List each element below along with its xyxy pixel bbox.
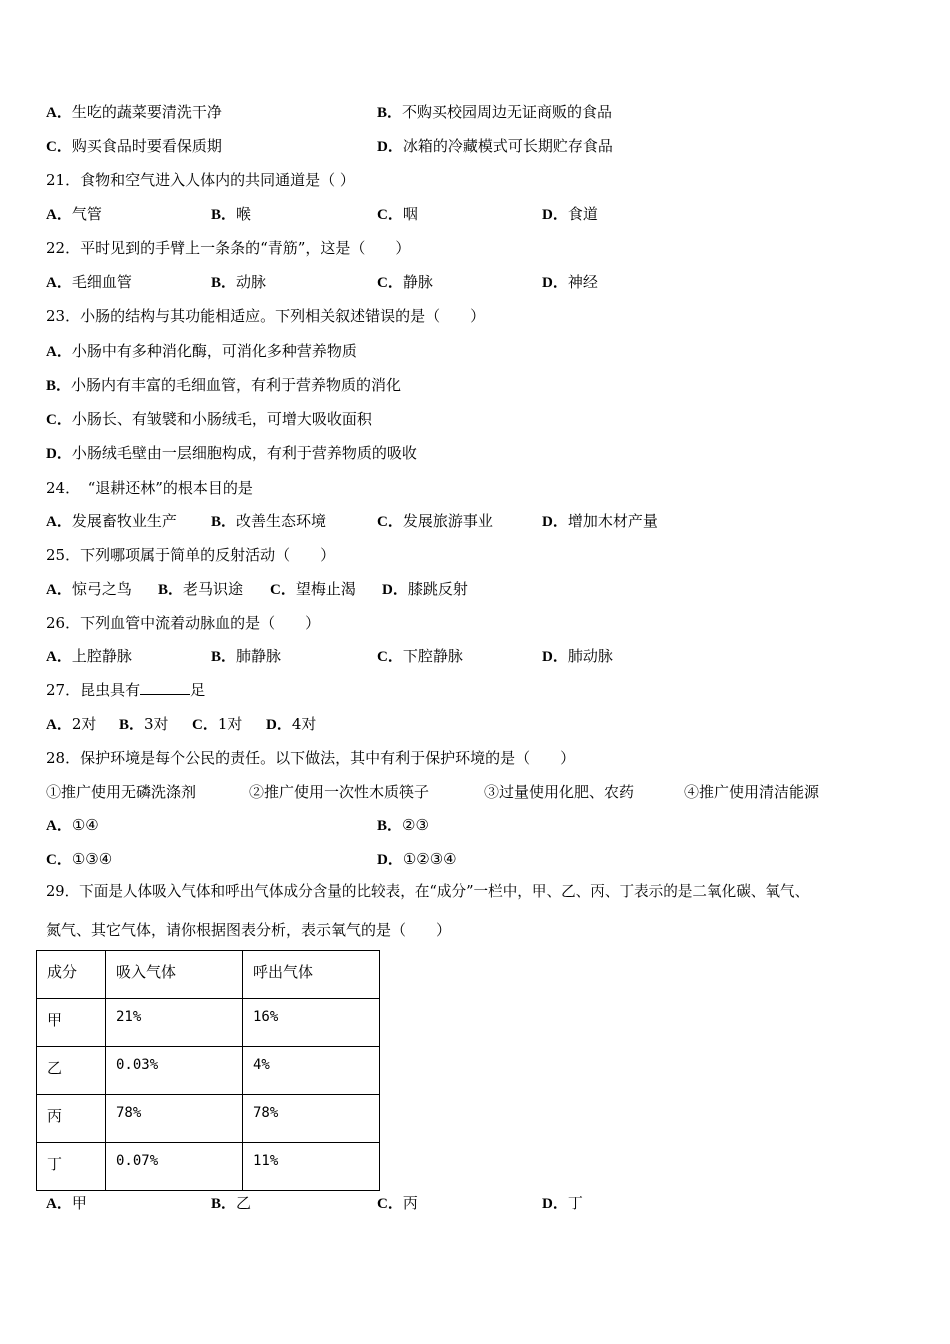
option-letter: C． — [377, 649, 403, 665]
stem-text: 足 — [190, 681, 206, 699]
option-letter: D． — [382, 582, 408, 598]
option-text: 增加木材产量 — [567, 512, 658, 530]
answer-blank — [140, 680, 190, 695]
option-text: 发展畜牧业生产 — [71, 512, 177, 530]
option-text: 发展旅游事业 — [402, 512, 493, 530]
table-cell: 78% — [106, 1095, 243, 1143]
q20-option-a — [46, 102, 222, 123]
q25-option-d — [382, 579, 468, 600]
option-text: 改善生态环境 — [236, 512, 327, 530]
option-text: 膝跳反射 — [407, 580, 468, 598]
option-text: 4对 — [291, 715, 317, 733]
q22-option-c — [377, 272, 433, 293]
q23-option-a — [46, 341, 357, 362]
option-text: 3对 — [144, 715, 169, 733]
table-cell: 0.07% — [106, 1143, 243, 1191]
q29-option-a — [46, 1193, 87, 1214]
option-text: 小肠内有丰富的毛细血管，有利于营养物质的消化 — [71, 376, 402, 394]
q25-option-b — [158, 579, 243, 600]
q22-stem: 22．平时见到的手臂上一条条的“青筋”，这是（ ） — [46, 239, 411, 257]
option-text: 食道 — [567, 205, 598, 223]
q24-option-c — [377, 511, 493, 532]
option-letter: C． — [377, 275, 403, 291]
option-letter: C． — [46, 852, 72, 868]
q29-option-b — [211, 1193, 251, 1214]
option-letter: A． — [46, 207, 72, 223]
option-text: ②③ — [402, 816, 429, 834]
q28-stem: 28．保护环境是每个公民的责任。以下做法，其中有利于保护环境的是（ ） — [46, 749, 576, 767]
option-text: 丙 — [402, 1194, 418, 1212]
q29-stem-line2: 氮气、其它气体，请你根据图表分析，表示氧气的是（ ） — [46, 921, 452, 939]
option-letter: B． — [158, 582, 184, 598]
q29-stem-line1: 29．下面是人体吸入气体和呼出气体成分含量的比较表，在“成分”一栏中，甲、乙、丙、丁表示的是二氧化碳、氧气、 — [46, 883, 810, 900]
q27-option-d — [266, 714, 316, 735]
q21-option-d — [542, 204, 598, 225]
option-text: 肺动脉 — [567, 647, 613, 665]
option-letter: A． — [46, 514, 72, 530]
q25-option-c — [270, 579, 356, 600]
option-letter: C． — [270, 582, 296, 598]
option-text: 1对 — [217, 715, 243, 733]
option-text: 下腔静脉 — [402, 647, 463, 665]
option-letter: A． — [46, 105, 72, 121]
option-text: 静脉 — [402, 273, 433, 291]
option-letter: D． — [542, 275, 568, 291]
table-row — [37, 1047, 380, 1095]
option-text: 小肠长、有皱襞和小肠绒毛，可增大吸收面积 — [71, 410, 372, 428]
q28-option-a — [46, 815, 99, 836]
table-cell: 16% — [243, 999, 380, 1047]
option-text: 毛细血管 — [71, 273, 132, 291]
option-letter: B． — [211, 1196, 237, 1212]
q24-stem: 24． “退耕还林”的根本目的是 — [46, 479, 253, 497]
table-cell: 丙 — [37, 1095, 106, 1143]
q28-item-1: ①推广使用无磷洗涤剂 — [46, 783, 197, 801]
option-letter: B． — [46, 378, 72, 394]
table-cell: 甲 — [37, 999, 106, 1047]
gas-composition-table — [36, 950, 380, 1191]
table-cell: 0.03% — [106, 1047, 243, 1095]
option-text: 乙 — [236, 1194, 252, 1212]
q24-option-b — [211, 511, 326, 532]
table-cell: 78% — [243, 1095, 380, 1143]
q22-option-a — [46, 272, 132, 293]
option-letter: B． — [119, 717, 145, 733]
table-header-cell: 吸入气体 — [106, 951, 243, 999]
q27-option-c — [192, 714, 242, 735]
option-text: 上腔静脉 — [71, 647, 132, 665]
table-header-cell: 呼出气体 — [243, 951, 380, 999]
q28-option-b — [377, 815, 429, 836]
q21-option-a — [46, 204, 102, 225]
q29-option-d — [542, 1193, 583, 1214]
table-cell: 11% — [243, 1143, 380, 1191]
q22-option-d — [542, 272, 598, 293]
option-text: 喉 — [236, 205, 252, 223]
option-letter: D． — [266, 717, 292, 733]
option-letter: C． — [192, 717, 218, 733]
option-text: 购买食品时要看保质期 — [71, 137, 222, 155]
table-cell: 丁 — [37, 1143, 106, 1191]
q28-option-c — [46, 849, 112, 870]
option-text: 气管 — [71, 205, 102, 223]
table-row — [37, 1143, 380, 1191]
option-text: 生吃的蔬菜要清洗干净 — [71, 103, 222, 121]
q26-stem: 26．下列血管中流着动脉血的是（ ） — [46, 614, 321, 632]
option-text: 老马识途 — [183, 580, 244, 598]
table-row — [37, 1095, 380, 1143]
q29-option-c — [377, 1193, 418, 1214]
option-letter: B． — [211, 275, 237, 291]
option-letter: A． — [46, 1196, 72, 1212]
option-text: 动脉 — [236, 273, 267, 291]
option-text: 2对 — [71, 715, 97, 733]
q26-option-c — [377, 646, 463, 667]
option-letter: B． — [211, 649, 237, 665]
option-text: 肺静脉 — [236, 647, 282, 665]
option-letter: C． — [377, 207, 403, 223]
option-letter: A． — [46, 717, 72, 733]
option-text: ①④ — [71, 816, 99, 834]
q25-stem: 25．下列哪项属于简单的反射活动（ ） — [46, 546, 336, 564]
option-letter: B． — [377, 105, 403, 121]
q26-option-d — [542, 646, 613, 667]
table-cell: 4% — [243, 1047, 380, 1095]
table-row — [37, 999, 380, 1047]
table-header-row — [37, 951, 380, 999]
option-letter: A． — [46, 649, 72, 665]
q23-option-d — [46, 443, 417, 464]
q27-option-b — [119, 714, 169, 735]
option-letter: C． — [46, 139, 72, 155]
q21-stem: 21．食物和空气进入人体内的共同通道是（ ） — [46, 171, 355, 189]
option-letter: C． — [377, 514, 403, 530]
q27-stem — [46, 680, 205, 700]
option-letter: A． — [46, 344, 72, 360]
option-letter: D． — [542, 1196, 568, 1212]
option-text: 甲 — [71, 1194, 87, 1212]
option-letter: C． — [377, 1196, 403, 1212]
q26-option-b — [211, 646, 281, 667]
q23-option-b — [46, 375, 401, 396]
option-letter: D． — [542, 649, 568, 665]
option-text: 丁 — [567, 1194, 583, 1212]
option-letter: D． — [542, 207, 568, 223]
q23-option-c — [46, 409, 372, 430]
option-letter: A． — [46, 818, 72, 834]
option-text: 神经 — [567, 273, 598, 291]
q21-option-b — [211, 204, 251, 225]
q26-option-a — [46, 646, 132, 667]
option-text: 冰箱的冷藏模式可长期贮存食品 — [402, 137, 613, 155]
option-text: 咽 — [402, 205, 418, 223]
q28-item-4: ④推广使用清洁能源 — [684, 783, 820, 801]
option-letter: A． — [46, 582, 72, 598]
q22-option-b — [211, 272, 266, 293]
q21-option-c — [377, 204, 418, 225]
q25-option-a — [46, 579, 132, 600]
option-letter: D． — [377, 852, 403, 868]
q24-option-d — [542, 511, 658, 532]
option-letter: D． — [542, 514, 568, 530]
option-letter: D． — [377, 139, 403, 155]
q28-item-2: ②推广使用一次性木质筷子 — [249, 783, 430, 801]
option-letter: B． — [211, 207, 237, 223]
option-text: 惊弓之鸟 — [71, 580, 132, 598]
q23-stem: 23．小肠的结构与其功能相适应。下列相关叙述错误的是（ ） — [46, 307, 486, 325]
table-cell: 21% — [106, 999, 243, 1047]
q28-item-3: ③过量使用化肥、农药 — [484, 783, 635, 801]
option-text: 小肠中有多种消化酶，可消化多种营养物质 — [71, 342, 357, 360]
q28-option-d — [377, 849, 457, 870]
option-text: ①②③④ — [402, 850, 457, 868]
option-text: 望梅止渴 — [295, 580, 356, 598]
table-cell: 乙 — [37, 1047, 106, 1095]
option-text: 小肠绒毛壁由一层细胞构成，有利于营养物质的吸收 — [71, 444, 417, 462]
q20-option-d — [377, 136, 613, 157]
option-letter: B． — [377, 818, 403, 834]
stem-text: 27．昆虫具有 — [46, 681, 141, 699]
q20-option-b — [377, 102, 612, 123]
option-text: 不购买校园周边无证商贩的食品 — [402, 103, 613, 121]
option-text: ①③④ — [71, 850, 113, 868]
option-letter: D． — [46, 446, 72, 462]
table-header-cell: 成分 — [37, 951, 106, 999]
q20-option-c — [46, 136, 222, 157]
option-letter: B． — [211, 514, 237, 530]
q27-option-a — [46, 714, 96, 735]
option-letter: C． — [46, 412, 72, 428]
q24-option-a — [46, 511, 177, 532]
option-letter: A． — [46, 275, 72, 291]
